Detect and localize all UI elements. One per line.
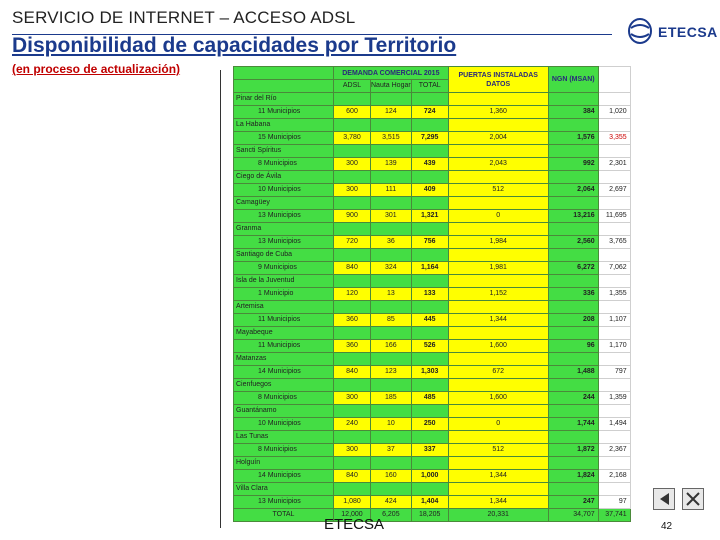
ngn-value: 336: [548, 288, 598, 301]
province-spacer: [334, 171, 371, 184]
province-spacer: [598, 301, 630, 314]
province-spacer: [598, 249, 630, 262]
province-spacer: [548, 275, 598, 288]
province-values-row: [234, 470, 631, 483]
province-spacer: [448, 223, 548, 236]
puertas-value: 1,600: [448, 340, 548, 353]
return-home-icon: [683, 489, 703, 509]
total-value: 337: [411, 444, 448, 457]
province-name: Cienfuegos: [234, 379, 334, 392]
nauta-value: 10: [371, 418, 412, 431]
province-spacer: [448, 405, 548, 418]
difference-value: 1,020: [598, 106, 630, 119]
header-row-1: [234, 67, 631, 80]
adsl-value: 3,780: [334, 132, 371, 145]
province-spacer: [448, 275, 548, 288]
nauta-value: 139: [371, 158, 412, 171]
difference-value: 3,355: [598, 132, 630, 145]
ngn-value: 208: [548, 314, 598, 327]
header-adsl: ADSL: [334, 80, 371, 93]
province-spacer: [411, 119, 448, 132]
province-values-row: [234, 496, 631, 509]
province-spacer: [371, 483, 412, 496]
nauta-value: 36: [371, 236, 412, 249]
province-values-row: [234, 158, 631, 171]
province-spacer: [334, 223, 371, 236]
province-spacer: [548, 379, 598, 392]
vertical-divider: [220, 70, 221, 528]
province-name: Granma: [234, 223, 334, 236]
province-spacer: [334, 431, 371, 444]
province-spacer: [411, 327, 448, 340]
difference-value: 7,062: [598, 262, 630, 275]
province-spacer: [448, 327, 548, 340]
province-name-row: [234, 405, 631, 418]
puertas-value: 1,152: [448, 288, 548, 301]
province-spacer: [334, 197, 371, 210]
puertas-value: 1,981: [448, 262, 548, 275]
difference-value: 3,765: [598, 236, 630, 249]
municipios-count: 10 Municipios: [234, 184, 334, 197]
province-name-row: [234, 223, 631, 236]
province-name: Villa Clara: [234, 483, 334, 496]
province-spacer: [548, 171, 598, 184]
total-value: 439: [411, 158, 448, 171]
total-value: 250: [411, 418, 448, 431]
province-name-row: [234, 145, 631, 158]
nauta-value: 324: [371, 262, 412, 275]
header-puertas: PUERTAS INSTALADAS DATOS: [448, 67, 548, 93]
province-spacer: [598, 327, 630, 340]
municipios-count: 8 Municipios: [234, 392, 334, 405]
province-spacer: [448, 249, 548, 262]
province-spacer: [548, 119, 598, 132]
province-name-row: [234, 301, 631, 314]
puertas-value: 1,600: [448, 392, 548, 405]
difference-value: 1,170: [598, 340, 630, 353]
total-value: 526: [411, 340, 448, 353]
nauta-value: 124: [371, 106, 412, 119]
province-name: Artemisa: [234, 301, 334, 314]
header-nauta: Nauta Hogar: [371, 80, 412, 93]
municipios-count: 13 Municipios: [234, 210, 334, 223]
adsl-value: 300: [334, 444, 371, 457]
municipios-count: 9 Municipios: [234, 262, 334, 275]
province-spacer: [334, 249, 371, 262]
province-spacer: [598, 431, 630, 444]
province-spacer: [371, 327, 412, 340]
totals-puertas: 20,331: [448, 509, 548, 522]
nauta-value: 301: [371, 210, 412, 223]
province-spacer: [548, 431, 598, 444]
province-spacer: [371, 145, 412, 158]
province-spacer: [548, 483, 598, 496]
return-button[interactable]: [682, 488, 704, 510]
province-spacer: [598, 275, 630, 288]
province-spacer: [548, 327, 598, 340]
province-spacer: [598, 379, 630, 392]
province-spacer: [448, 301, 548, 314]
province-name-row: [234, 457, 631, 470]
adsl-value: 360: [334, 340, 371, 353]
province-values-row: [234, 210, 631, 223]
province-spacer: [548, 197, 598, 210]
totals-label: TOTAL: [234, 509, 334, 522]
nauta-value: 13: [371, 288, 412, 301]
municipios-count: 13 Municipios: [234, 496, 334, 509]
header-demanda: DEMANDA COMERCIAL 2015: [334, 67, 449, 80]
ngn-value: 1,744: [548, 418, 598, 431]
nauta-value: 37: [371, 444, 412, 457]
province-spacer: [548, 457, 598, 470]
total-value: 485: [411, 392, 448, 405]
province-spacer: [411, 483, 448, 496]
province-spacer: [411, 275, 448, 288]
province-spacer: [598, 223, 630, 236]
ngn-value: 992: [548, 158, 598, 171]
ngn-value: 1,872: [548, 444, 598, 457]
nauta-value: 3,515: [371, 132, 412, 145]
difference-value: 1,359: [598, 392, 630, 405]
difference-value: 2,301: [598, 158, 630, 171]
difference-value: 97: [598, 496, 630, 509]
adsl-value: 120: [334, 288, 371, 301]
ngn-value: 384: [548, 106, 598, 119]
header-blank: [234, 67, 334, 80]
province-spacer: [371, 301, 412, 314]
province-name-row: [234, 197, 631, 210]
adsl-value: 720: [334, 236, 371, 249]
province-spacer: [411, 249, 448, 262]
puertas-value: 672: [448, 366, 548, 379]
adsl-value: 840: [334, 262, 371, 275]
province-spacer: [334, 93, 371, 106]
province-spacer: [598, 171, 630, 184]
province-spacer: [371, 119, 412, 132]
province-values-row: [234, 366, 631, 379]
province-spacer: [448, 197, 548, 210]
province-spacer: [334, 483, 371, 496]
province-spacer: [448, 483, 548, 496]
totals-nauta: 6,205: [371, 509, 412, 522]
total-value: 445: [411, 314, 448, 327]
province-spacer: [448, 431, 548, 444]
total-value: 7,295: [411, 132, 448, 145]
puertas-value: 1,360: [448, 106, 548, 119]
nauta-value: 160: [371, 470, 412, 483]
municipios-count: 10 Municipios: [234, 418, 334, 431]
province-spacer: [334, 275, 371, 288]
municipios-count: 1 Municipio: [234, 288, 334, 301]
province-spacer: [448, 171, 548, 184]
total-value: 1,321: [411, 210, 448, 223]
province-spacer: [371, 223, 412, 236]
province-spacer: [371, 431, 412, 444]
difference-value: 1,355: [598, 288, 630, 301]
nauta-value: 185: [371, 392, 412, 405]
province-spacer: [598, 353, 630, 366]
province-name-row: [234, 275, 631, 288]
province-spacer: [548, 301, 598, 314]
footer-brand: ETECSA: [324, 516, 385, 533]
puertas-value: 0: [448, 418, 548, 431]
province-spacer: [548, 223, 598, 236]
ngn-value: 2,560: [548, 236, 598, 249]
back-button[interactable]: [653, 488, 675, 510]
difference-value: 2,168: [598, 470, 630, 483]
province-name: Ciego de Ávila: [234, 171, 334, 184]
difference-value: 1,107: [598, 314, 630, 327]
province-spacer: [598, 119, 630, 132]
page-title: Disponibilidad de capacidades por Territorio: [12, 34, 457, 57]
nauta-value: 123: [371, 366, 412, 379]
ngn-value: 1,576: [548, 132, 598, 145]
province-name: La Habana: [234, 119, 334, 132]
province-name: Isla de la Juventud: [234, 275, 334, 288]
update-note: (en proceso de actualización): [12, 62, 181, 76]
adsl-value: 300: [334, 392, 371, 405]
municipios-count: 15 Municipios: [234, 132, 334, 145]
province-name: Santiago de Cuba: [234, 249, 334, 262]
province-name-row: [234, 431, 631, 444]
province-spacer: [548, 405, 598, 418]
province-spacer: [334, 405, 371, 418]
municipios-count: 11 Municipios: [234, 314, 334, 327]
province-spacer: [334, 145, 371, 158]
province-spacer: [448, 145, 548, 158]
province-values-row: [234, 444, 631, 457]
section-title: SERVICIO DE INTERNET – ACCESO ADSL: [12, 8, 356, 27]
province-spacer: [598, 93, 630, 106]
puertas-value: 1,344: [448, 314, 548, 327]
province-values-row: [234, 184, 631, 197]
province-name: Las Tunas: [234, 431, 334, 444]
difference-value: 797: [598, 366, 630, 379]
province-name-row: [234, 353, 631, 366]
province-spacer: [448, 93, 548, 106]
total-value: 409: [411, 184, 448, 197]
province-name-row: [234, 171, 631, 184]
province-name-row: [234, 119, 631, 132]
total-value: 1,404: [411, 496, 448, 509]
municipios-count: 8 Municipios: [234, 444, 334, 457]
province-spacer: [448, 353, 548, 366]
province-name: Matanzas: [234, 353, 334, 366]
province-spacer: [371, 93, 412, 106]
province-spacer: [334, 119, 371, 132]
total-value: 1,000: [411, 470, 448, 483]
province-spacer: [411, 171, 448, 184]
difference-value: 11,695: [598, 210, 630, 223]
province-spacer: [598, 483, 630, 496]
total-value: 133: [411, 288, 448, 301]
adsl-value: 840: [334, 470, 371, 483]
total-value: 756: [411, 236, 448, 249]
municipios-count: 11 Municipios: [234, 106, 334, 119]
puertas-value: 1,344: [448, 470, 548, 483]
province-name: Pinar del Río: [234, 93, 334, 106]
ngn-value: 13,216: [548, 210, 598, 223]
province-name-row: [234, 249, 631, 262]
province-values-row: [234, 418, 631, 431]
province-values-row: [234, 132, 631, 145]
adsl-value: 900: [334, 210, 371, 223]
ngn-value: 6,272: [548, 262, 598, 275]
province-name-row: [234, 379, 631, 392]
header-ngn: NGN (MSAN): [548, 67, 598, 93]
province-spacer: [548, 249, 598, 262]
province-spacer: [411, 379, 448, 392]
municipios-count: 11 Municipios: [234, 340, 334, 353]
province-name: Mayabeque: [234, 327, 334, 340]
province-spacer: [371, 197, 412, 210]
province-spacer: [598, 457, 630, 470]
puertas-value: 0: [448, 210, 548, 223]
province-spacer: [334, 327, 371, 340]
difference-value: 2,697: [598, 184, 630, 197]
ngn-value: 2,064: [548, 184, 598, 197]
ngn-value: 1,488: [548, 366, 598, 379]
puertas-value: 2,004: [448, 132, 548, 145]
province-name-row: [234, 483, 631, 496]
province-values-row: [234, 340, 631, 353]
province-name: Sancti Spíritus: [234, 145, 334, 158]
province-spacer: [371, 405, 412, 418]
nauta-value: 111: [371, 184, 412, 197]
province-name: Camagüey: [234, 197, 334, 210]
totals-total: 18,205: [411, 509, 448, 522]
province-spacer: [371, 275, 412, 288]
totals-adsl: 12,000: [334, 509, 371, 522]
province-name-row: [234, 327, 631, 340]
header-blank-right: [598, 67, 630, 93]
province-values-row: [234, 236, 631, 249]
province-spacer: [371, 353, 412, 366]
province-spacer: [548, 93, 598, 106]
nauta-value: 424: [371, 496, 412, 509]
province-spacer: [598, 405, 630, 418]
municipios-count: 14 Municipios: [234, 470, 334, 483]
province-spacer: [334, 379, 371, 392]
province-spacer: [411, 301, 448, 314]
province-spacer: [334, 457, 371, 470]
municipios-count: 13 Municipios: [234, 236, 334, 249]
totals-difference: 37,741: [598, 509, 630, 522]
province-spacer: [448, 457, 548, 470]
puertas-value: 1,344: [448, 496, 548, 509]
province-spacer: [411, 353, 448, 366]
province-spacer: [334, 353, 371, 366]
province-values-row: [234, 314, 631, 327]
adsl-value: 300: [334, 158, 371, 171]
adsl-value: 600: [334, 106, 371, 119]
municipios-count: 14 Municipios: [234, 366, 334, 379]
province-spacer: [598, 145, 630, 158]
puertas-value: 1,984: [448, 236, 548, 249]
province-spacer: [448, 379, 548, 392]
province-values-row: [234, 288, 631, 301]
adsl-value: 840: [334, 366, 371, 379]
province-spacer: [411, 197, 448, 210]
province-spacer: [411, 405, 448, 418]
nauta-value: 166: [371, 340, 412, 353]
ngn-value: 244: [548, 392, 598, 405]
province-spacer: [411, 457, 448, 470]
municipios-count: 8 Municipios: [234, 158, 334, 171]
province-name: Guantánamo: [234, 405, 334, 418]
page-number: 42: [661, 521, 673, 532]
totals-row: [234, 509, 631, 522]
totals-ngn: 34,707: [548, 509, 598, 522]
province-spacer: [598, 197, 630, 210]
province-spacer: [548, 353, 598, 366]
province-name: Holguín: [234, 457, 334, 470]
ngn-value: 1,824: [548, 470, 598, 483]
province-spacer: [411, 431, 448, 444]
total-value: 1,303: [411, 366, 448, 379]
ngn-value: 96: [548, 340, 598, 353]
adsl-value: 300: [334, 184, 371, 197]
capacity-table: [233, 66, 631, 522]
province-name-row: [234, 93, 631, 106]
province-spacer: [371, 379, 412, 392]
adsl-value: 1,080: [334, 496, 371, 509]
puertas-value: 512: [448, 444, 548, 457]
province-spacer: [411, 223, 448, 236]
ngn-value: 247: [548, 496, 598, 509]
adsl-value: 360: [334, 314, 371, 327]
total-value: 1,164: [411, 262, 448, 275]
province-spacer: [411, 93, 448, 106]
province-values-row: [234, 106, 631, 119]
header-total: TOTAL: [411, 80, 448, 93]
back-arrow-icon: [654, 489, 674, 509]
province-spacer: [548, 145, 598, 158]
province-spacer: [371, 249, 412, 262]
header-blank-2: [234, 80, 334, 93]
total-value: 724: [411, 106, 448, 119]
province-spacer: [371, 457, 412, 470]
logo-text: ETECSA: [658, 24, 718, 40]
province-spacer: [334, 301, 371, 314]
nauta-value: 85: [371, 314, 412, 327]
province-values-row: [234, 262, 631, 275]
puertas-value: 2,043: [448, 158, 548, 171]
province-spacer: [411, 145, 448, 158]
province-spacer: [371, 171, 412, 184]
puertas-value: 512: [448, 184, 548, 197]
difference-value: 1,494: [598, 418, 630, 431]
province-spacer: [448, 119, 548, 132]
difference-value: 2,367: [598, 444, 630, 457]
province-values-row: [234, 392, 631, 405]
adsl-value: 240: [334, 418, 371, 431]
